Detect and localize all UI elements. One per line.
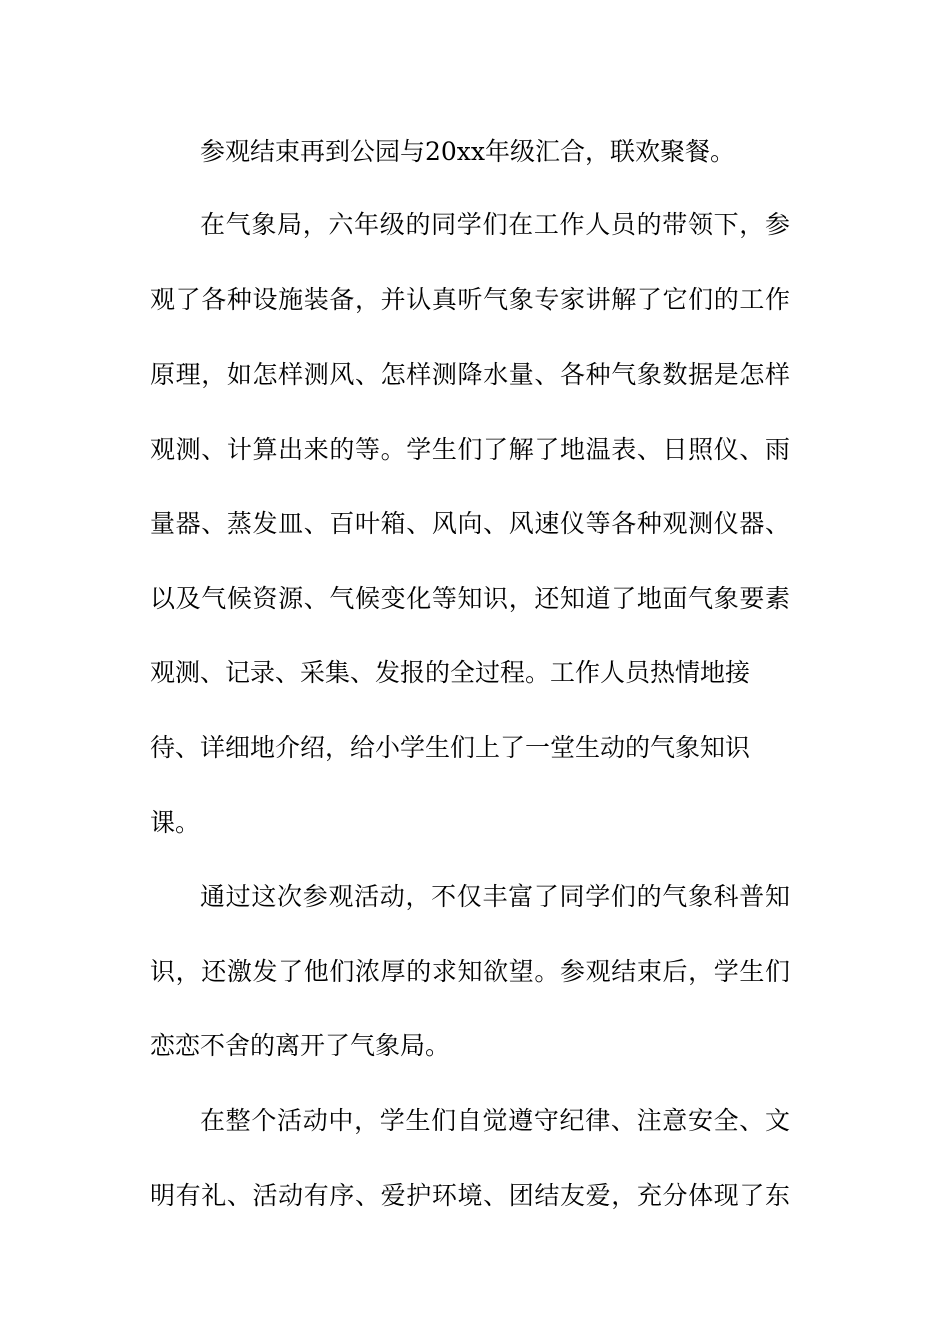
- paragraph-2-line-9: 课。: [150, 808, 201, 837]
- paragraph-1-line-1: 参观结束再到公园与20xx年级汇合，联欢聚餐。: [200, 137, 736, 166]
- paragraph-2-line-3: 原理，如怎样测风、怎样测降水量、各种气象数据是怎样: [150, 360, 790, 389]
- paragraph-2-line-5: 量器、蒸发皿、百叶箱、风向、风速仪等各种观测仪器、: [150, 509, 790, 538]
- paragraph-2-line-8: 待、详细地介绍，给小学生们上了一堂生动的气象知识: [150, 733, 751, 762]
- paragraph-2-line-2: 观了各种设施装备，并认真听气象专家讲解了它们的工作: [150, 285, 790, 314]
- paragraph-2-line-7: 观测、记录、采集、发报的全过程。工作人员热情地接: [150, 658, 751, 687]
- paragraph-4-line-2: 明有礼、活动有序、爱护环境、团结友爱，充分体现了东: [150, 1181, 790, 1210]
- paragraph-2-line-1: 在气象局，六年级的同学们在工作人员的带领下，参: [200, 210, 790, 239]
- paragraph-2-line-4: 观测、计算出来的等。学生们了解了地温表、日照仪、雨: [150, 435, 790, 464]
- paragraph-3-line-2: 识，还激发了他们浓厚的求知欲望。参观结束后，学生们: [150, 957, 790, 986]
- paragraph-3-line-3: 恋恋不舍的离开了气象局。: [150, 1031, 451, 1060]
- paragraph-4-line-1: 在整个活动中，学生们自觉遵守纪律、注意安全、文: [200, 1106, 790, 1135]
- paragraph-2-line-6: 以及气候资源、气候变化等知识，还知道了地面气象要素: [150, 584, 790, 613]
- paragraph-3-line-1: 通过这次参观活动，不仅丰富了同学们的气象科普知: [200, 882, 790, 911]
